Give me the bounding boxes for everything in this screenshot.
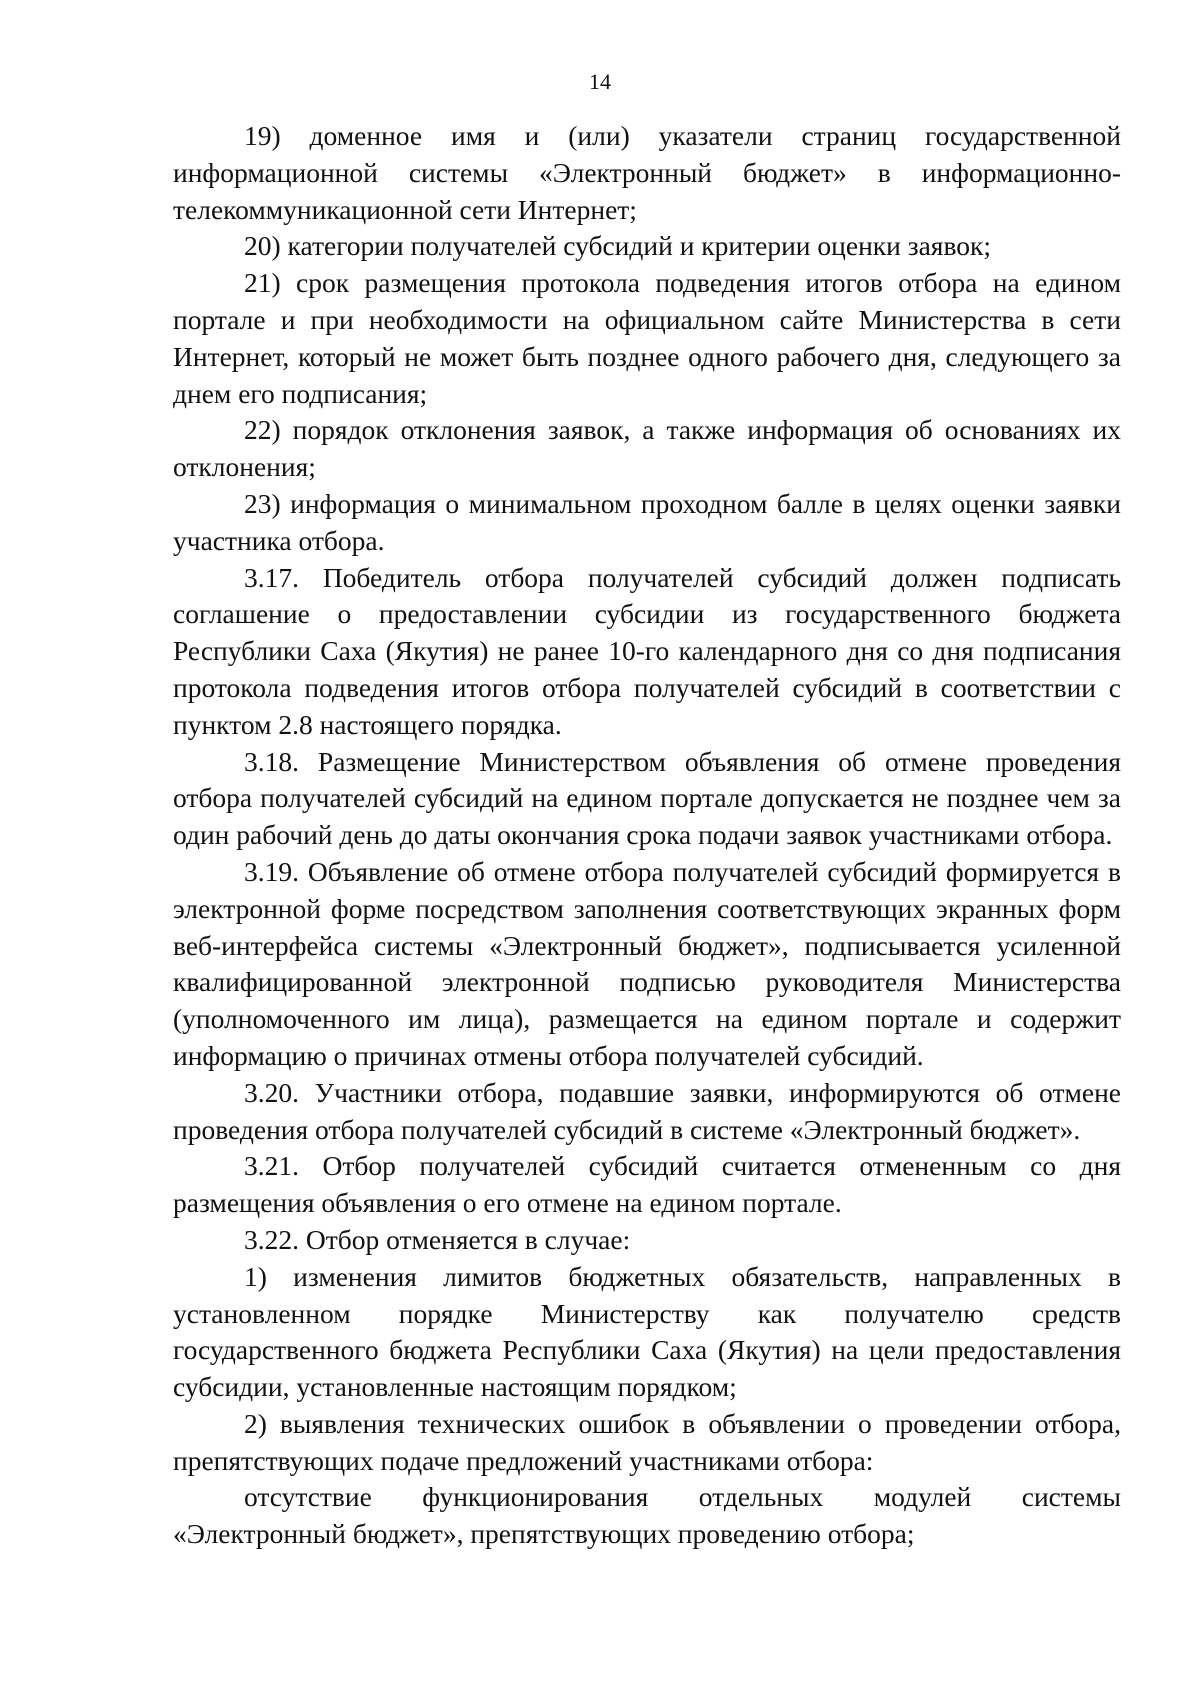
paragraph-clause-3-18: 3.18. Размещение Министерством объявления об отмене проведения отбора получателей субсидий на едином портале допускается не позднее чем за один рабочий день до даты окончания срока подачи заявок участниками отбора. — [173, 745, 1121, 851]
paragraph-clause-3-21: 3.21. Отбор получателей субсидий считается отмененным со дня размещения объявления о его отмене на едином портале. — [173, 1150, 1121, 1219]
paragraph-clause-3-20: 3.20. Участники отбора, подавшие заявки, информируются об отмене проведения отбора получателей субсидий в системе «Электронный бюджет». — [173, 1076, 1121, 1145]
paragraph-case-2: 2) выявления технических ошибок в объявлении о проведении отбора, препятствующих подаче предложений участниками отбора: — [173, 1407, 1121, 1476]
paragraph-clause-3-17: 3.17. Победитель отбора получателей субсидий должен подписать соглашение о предоставлении субсидии из государственного бюджета Республики Саха (Якутия) не ранее 10-го календарного дня со дня подписания протокола подведения итогов отбора получателей субсидий в соответствии с пунктом 2.8 настоящего порядка. — [173, 561, 1121, 740]
paragraph-item-22: 22) порядок отклонения заявок, а также информация об основаниях их отклонения; — [173, 414, 1121, 483]
document-body — [173, 118, 1121, 1553]
paragraph-clause-3-22: 3.22. Отбор отменяется в случае: — [244, 1223, 631, 1255]
paragraph-case-2-detail: отсутствие функционирования отдельных модулей системы «Электронный бюджет», препятствующих проведению отбора; — [173, 1481, 1121, 1550]
paragraph-item-19: 19) доменное имя и (или) указатели страниц государственной информационной системы «Электронный бюджет» в информационно-телекоммуникационной сети Интернет; — [173, 120, 1121, 225]
paragraph-item-21: 21) срок размещения протокола подведения итогов отбора на едином портале и при необходимости на официальном сайте Министерства в сети Интернет, который не может быть позднее одного рабочего дня, следующего за днем его подписания; — [173, 267, 1121, 409]
page-number: 14 — [589, 69, 611, 94]
paragraph-item-20: 20) категории получателей субсидий и критерии оценки заявок; — [244, 230, 991, 262]
paragraph-item-23: 23) информация о минимальном проходном балле в целях оценки заявки участника отбора. — [173, 487, 1121, 556]
paragraph-clause-3-19: 3.19. Объявление об отмене отбора получателей субсидий формируется в электронной форме посредством заполнения соответствующих экранных форм веб-интерфейса системы «Электронный бюджет», подписывается усиленной квалифицированной электронной подписью руководителя Министерства (уполномоченного им лица), размещается на едином портале и содержит информацию о причинах отмены отбора получателей субсидий. — [173, 855, 1121, 1071]
paragraph-case-1: 1) изменения лимитов бюджетных обязательств, направленных в установленном порядке Министерству как получателю средств государственного бюджета Республики Саха (Якутия) на цели предоставления субсидии, установленные настоящим порядком; — [173, 1260, 1121, 1403]
